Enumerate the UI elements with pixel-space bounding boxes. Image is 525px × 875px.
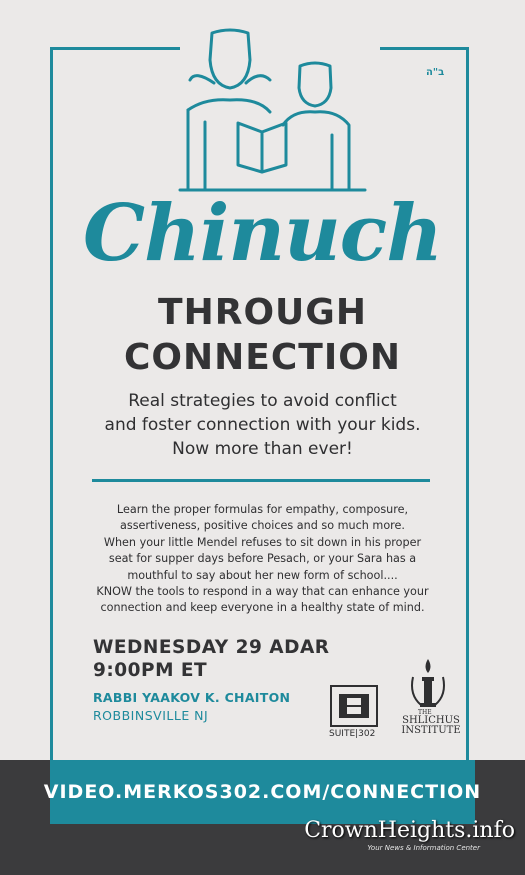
parent-child-reading-illustration	[0, 0, 525, 200]
site-watermark-tagline: Your News & Information Center	[367, 844, 480, 852]
shlichus-line-1: SHLICHUS	[402, 715, 460, 726]
description-line: assertiveness, positive choices and so much more.	[120, 519, 405, 533]
event-url-link[interactable]	[43, 760, 482, 824]
event-time: 9:00PM ET	[93, 660, 208, 681]
suite-label: SUITE|302	[329, 729, 376, 739]
title-line-2: CONNECTION	[124, 337, 401, 378]
description-line: When your little Mendel refuses to sit down in his proper	[103, 535, 422, 549]
title-line-1: THROUGH	[158, 292, 367, 333]
site-watermark: CrownHeights.info	[304, 818, 515, 843]
hebrew-mark: ב"ה	[426, 67, 445, 78]
tagline	[0, 389, 525, 461]
description-line: KNOW the tools to respond in a way that can enhance your	[96, 585, 429, 599]
title-script: Chinuch	[82, 188, 443, 279]
shlichus-institute-logo	[403, 655, 453, 711]
tagline-line-1: Real strategies to avoid conflict	[128, 391, 397, 411]
shlichus-the: THE	[418, 709, 432, 716]
description-line: connection and keep everyone in a healthy state of mind.	[100, 601, 425, 615]
description-line: seat for supper days before Pesach, or your Sara has a	[108, 552, 417, 566]
tagline-line-3: Now more than ever!	[172, 439, 353, 459]
shlichus-name	[396, 716, 466, 736]
event-url[interactable]: VIDEO.MERKOS302.COM/CONNECTION	[43, 781, 482, 803]
description-line: mouthful to say about her new form of school....	[127, 568, 398, 582]
divider	[92, 479, 430, 482]
tagline-line-2: and foster connection with your kids.	[104, 415, 421, 435]
description	[70, 502, 455, 617]
speaker-name: RABBI YAAKOV K. CHAITON	[93, 690, 291, 705]
event-location: ROBBINSVILLE NJ	[93, 708, 209, 723]
shlichus-line-2: INSTITUTE	[401, 725, 461, 736]
description-line: Learn the proper formulas for empathy, composure,	[116, 503, 409, 516]
event-date: WEDNESDAY 29 ADAR	[93, 637, 330, 658]
